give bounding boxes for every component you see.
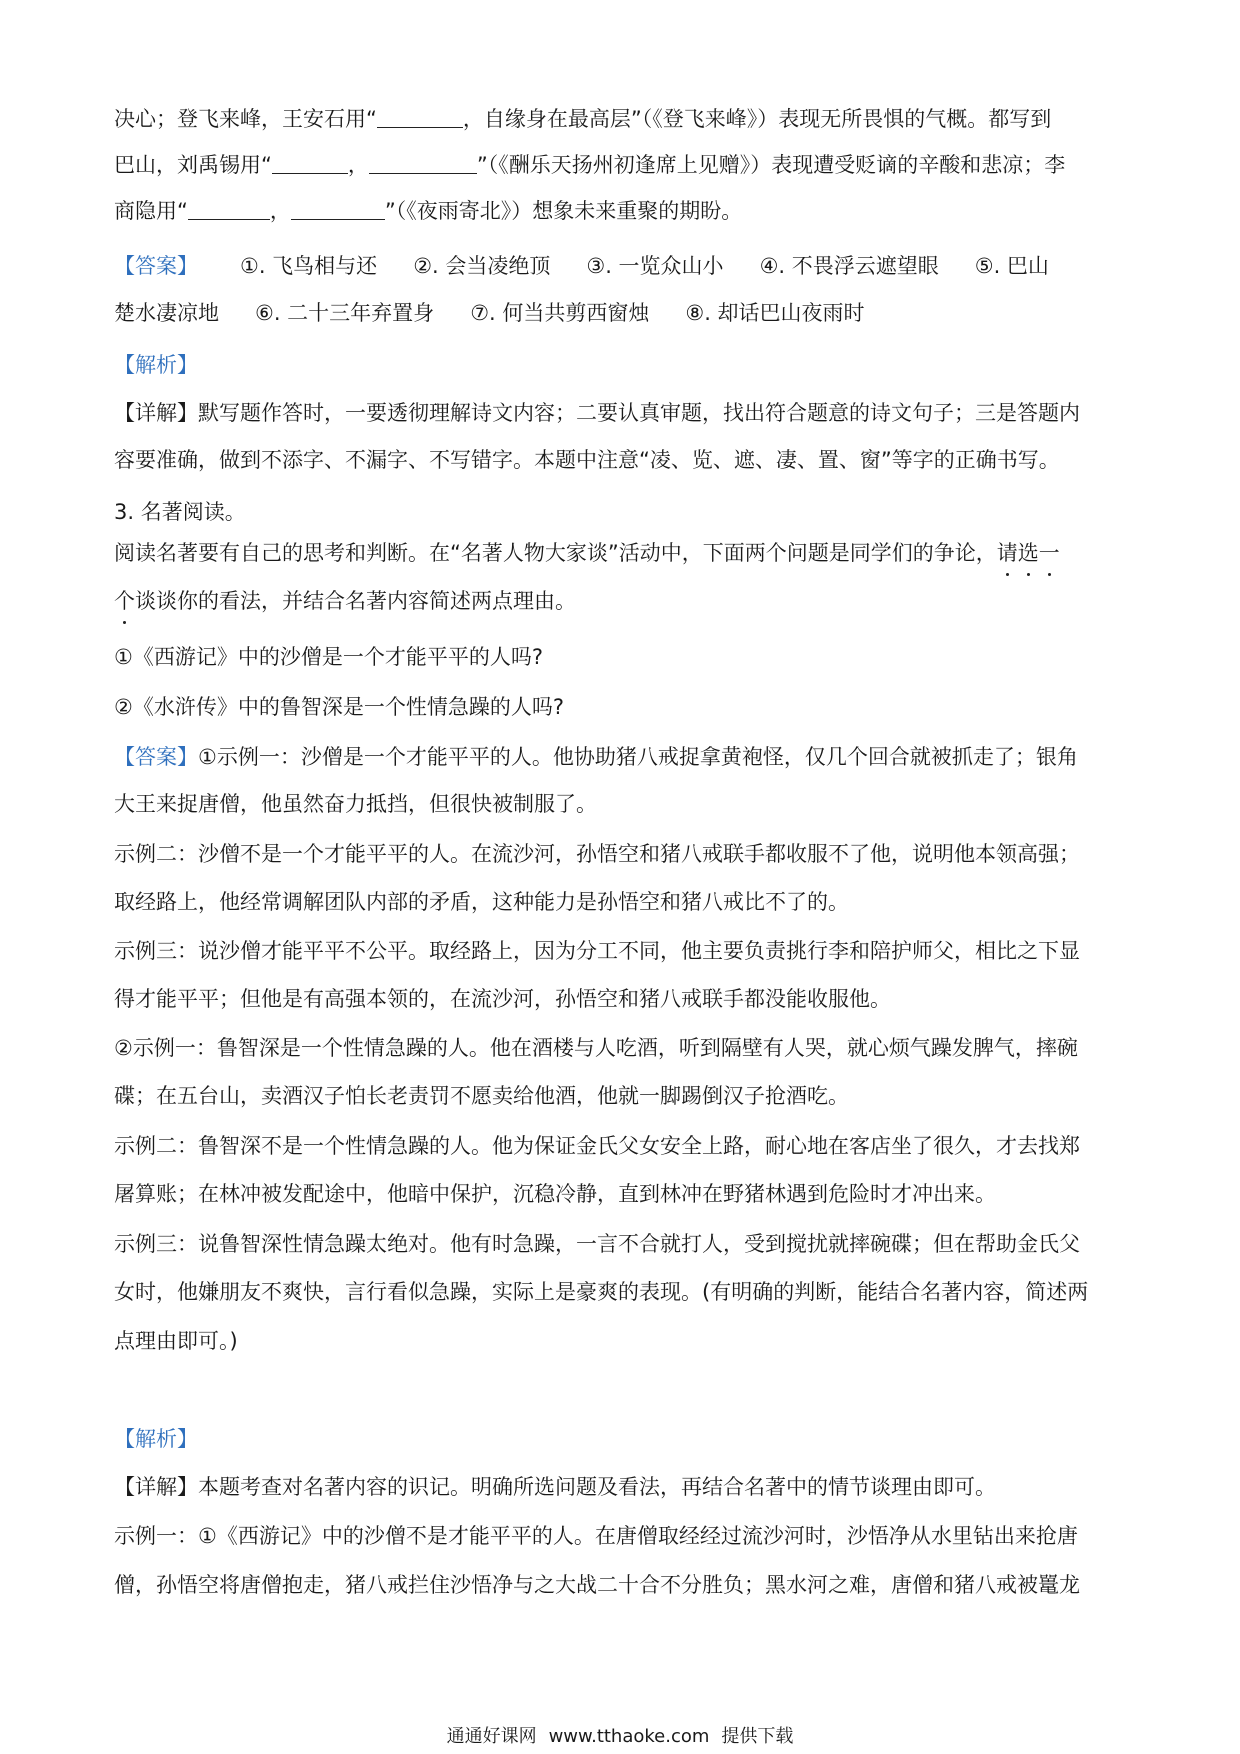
answer-item: ⑥. 二十三年弃置身 [255,301,435,325]
answer-line: 示例三：说沙僧才能平平不公平。取经路上，因为分工不同，他主要负责挑行李和陪护师父，相比之下显 [114,939,1080,963]
page-footer [0,1726,1240,1748]
answer-item: ①. 飞鸟相与还 [240,254,378,278]
fill-blank [377,105,463,128]
question-item: ①《西游记》中的沙僧是一个才能平平的人吗? [114,645,543,669]
answer-line: 示例三：说鲁智深性情急躁太绝对。他有时急躁，一言不合就打人，受到搅扰就摔碗碟；但在帮助金氏父 [114,1232,1080,1256]
q3-prompt-line-1 [114,538,1134,568]
q3-detail-line-1 [114,1472,1134,1502]
text-segment: ， [347,153,369,177]
answer-line: 示例二：鲁智深不是一个性情急躁的人。他为保证金氏父女安全上路，耐心地在客店坐了很久，才去找郑 [114,1134,1080,1158]
footer-note: 提供下载 [721,1726,794,1747]
text-segment: 商隐用“ [114,199,188,223]
text-segment: 本题考查对名著内容的识记。明确所选问题及看法，再结合名著中的情节谈理由即可。 [198,1475,996,1499]
answer-item: ⑦. 何当共剪西窗烛 [470,301,650,325]
text-segment: 巴山，刘禹锡用“ [114,153,272,177]
q2-answer-line-1 [114,251,1134,281]
text-segment: 阅读名著要有自己的思考和判断。在“名著人物大家谈”活动中，下面两个问题是同学们的争论， [114,541,997,565]
answer-line: 得才能平平；但他是有高强本领的，在流沙河，孙悟空和猪八戒联手都没能收服他。 [114,987,891,1011]
q3-answer-line-1 [114,742,1134,772]
detail-line: 僧，孙悟空将唐僧抱走，猪八戒拦住沙悟净与之大战二十合不分胜负；黑水河之难，唐僧和猪八戒被鼍龙 [114,1573,1080,1597]
detail-line: 示例一：①《西游记》中的沙僧不是才能平平的人。在唐僧取经经过流沙河时，沙悟净从水里钻出来抢唐 [114,1524,1078,1548]
answer-item: ③. 一览众山小 [586,254,724,278]
answer-item: ⑤. 巴山 [974,254,1049,278]
answer-line: 取经路上，他经常调解团队内部的矛盾，这种能力是孙悟空和猪八戒比不了的。 [114,890,849,914]
q2-answer-line-2 [114,298,1134,328]
q2-text-line-1 [114,104,1134,134]
question-item: ②《水浒传》中的鲁智深是一个性情急躁的人吗? [114,695,564,719]
footer-site-name: 通通好课网 [446,1726,537,1747]
text-segment: ”（《酬乐天扬州初逢席上见赠》）表现遭受贬谪的辛酸和悲凉；李 [476,153,1066,177]
q2-text-line-2 [114,150,1134,180]
emphasis-char: 选 [1018,538,1039,568]
answer-line: 点理由即可。) [114,1329,238,1353]
answer-line: 示例二：沙僧不是一个才能平平的人。在流沙河，孙悟空和猪八戒联手都收服不了他，说明他本领高强； [114,842,1080,866]
answer-line: 大王来捉唐僧，他虽然奋力抵挡，但很快被制服了。 [114,792,597,816]
answer-line: 女时，他嫌朋友不爽快，言行看似急躁，实际上是豪爽的表现。(有明确的判断，能结合名著内容，简述两 [114,1280,1089,1304]
text-segment: 默写题作答时，一要透彻理解诗文内容；二要认真审题，找出符合题意的诗文句子；三是答题内 [198,401,1080,425]
text-segment: ， [269,199,291,223]
emphasis-char: 个 [114,586,135,616]
answer-item: ②. 会当凌绝顶 [413,254,551,278]
q2-detail-line-2: 容要准确，做到不添字、不漏字、不写错字。本题中注意“凌、览、遮、凄、置、窗”等字的正确书写。 [114,448,1060,472]
q2-text-line-3 [114,196,1134,226]
analysis-tag: 【解析】 [114,353,198,377]
answer-item: 楚水凄凉地 [114,301,219,325]
answer-line: 碟；在五台山，卖酒汉子怕长老责罚不愿卖给他酒，他就一脚踢倒汉子抢酒吃。 [114,1084,849,1108]
analysis-tag: 【解析】 [114,1427,198,1451]
answer-item: ⑧. 却话巴山夜雨时 [685,301,865,325]
answer-tag: 【答案】 [114,745,198,769]
text-segment: ，自缘身在最高层”（《登飞来峰》）表现无所畏惧的气概。都写到 [462,107,1052,131]
q3-prompt-line-2 [114,586,1134,616]
fill-blank [369,151,477,174]
footer-url[interactable]: www.tthaoke.com [548,1726,710,1747]
answer-item: ④. 不畏浮云遮望眼 [759,254,939,278]
text-segment: ”（《夜雨寄北》）想象未来重聚的期盼。 [384,199,743,223]
q2-detail-line-1 [114,398,1134,428]
text-segment: ①示例一：沙僧是一个才能平平的人。他协助猪八戒捉拿黄袍怪，仅几个回合就被抓走了；银角 [198,745,1078,769]
fill-blank [272,151,348,174]
answer-line: ②示例一：鲁智深是一个性情急躁的人。他在酒楼与人吃酒，听到隔壁有人哭，就心烦气躁发脾气，摔碗 [114,1036,1078,1060]
question-title: 3. 名著阅读。 [114,500,246,524]
answer-line: 屠算账；在林冲被发配途中，他暗中保护，沉稳冷静，直到林冲在野猪林遇到危险时才冲出来。 [114,1182,996,1206]
answer-tag: 【答案】 [114,254,198,278]
emphasis-char: 请 [997,538,1018,568]
fill-blank [291,197,385,220]
text-segment: 谈谈你的看法，并结合名著内容简述两点理由。 [135,589,576,613]
detail-tag: 【详解】 [114,1475,198,1499]
detail-tag: 【详解】 [114,401,198,425]
text-segment: 决心；登飞来峰，王安石用“ [114,107,377,131]
emphasis-char: 一 [1039,538,1060,568]
fill-blank [188,197,270,220]
